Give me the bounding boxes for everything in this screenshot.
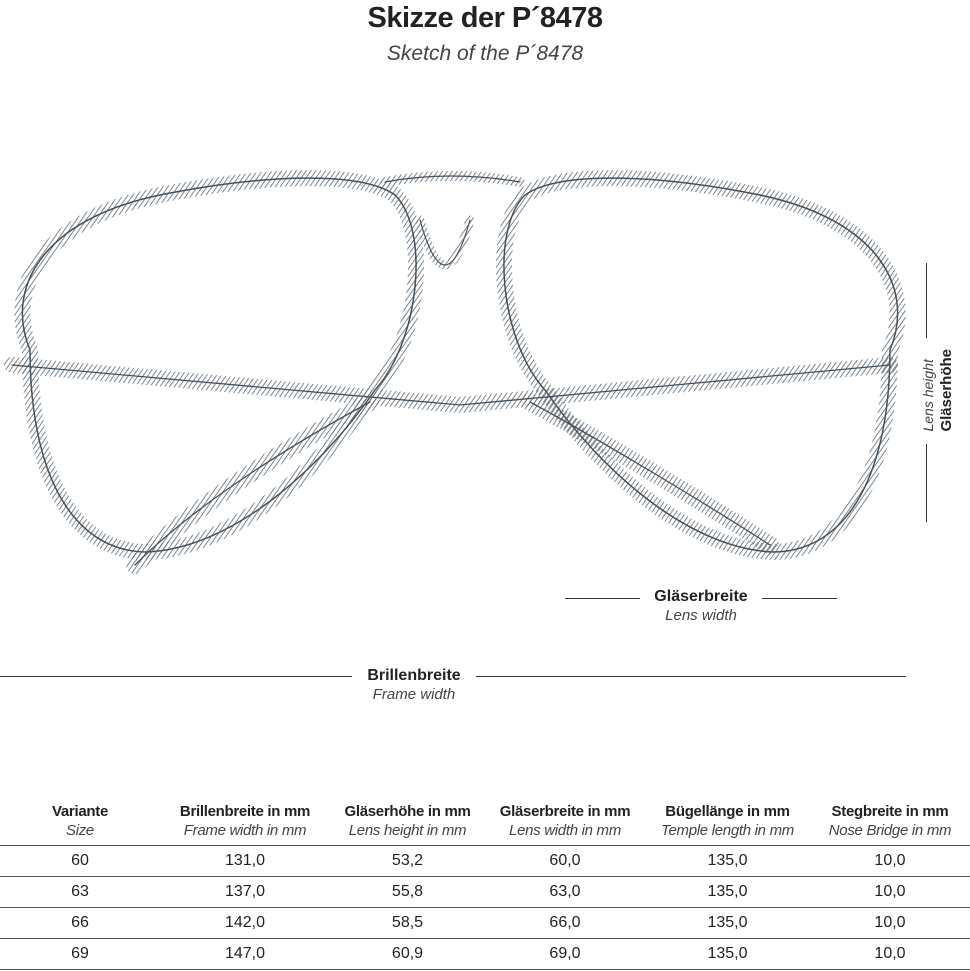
lens-height-en: Lens height — [919, 358, 936, 432]
page-title: Skizze der P´8478 — [367, 2, 603, 34]
cell-temple-length: 135,0 — [645, 908, 810, 939]
cell-frame-width: 147,0 — [160, 939, 330, 970]
lens-width-de: Gläserbreite — [654, 588, 748, 605]
cell-nose-bridge: 10,0 — [810, 939, 970, 970]
frame-width-line-left — [0, 676, 352, 677]
cell-lens-width: 63,0 — [485, 877, 645, 908]
col-header-lens-width: Gläserbreite in mm Lens width in mm — [485, 800, 645, 846]
cell-frame-width: 142,0 — [160, 908, 330, 939]
cell-nose-bridge: 10,0 — [810, 846, 970, 877]
lens-width-en: Lens width — [665, 607, 737, 624]
cell-lens-height: 53,2 — [330, 846, 485, 877]
frame-width-label — [352, 667, 476, 703]
cell-lens-width: 66,0 — [485, 908, 645, 939]
cell-size: 60 — [0, 846, 160, 877]
lens-width-line-right — [762, 598, 837, 599]
cell-lens-height: 58,5 — [330, 908, 485, 939]
table-row — [0, 939, 970, 970]
cell-lens-height: 60,9 — [330, 939, 485, 970]
lens-height-line-top — [926, 263, 927, 338]
glasses-sketch — [0, 140, 970, 590]
cell-lens-width: 69,0 — [485, 939, 645, 970]
col-header-size: Variante Size — [0, 800, 160, 846]
lens-width-label — [640, 588, 762, 624]
col-header-temple-length: Bügellänge in mm Temple length in mm — [645, 800, 810, 846]
temples — [12, 365, 890, 565]
cell-nose-bridge: 10,0 — [810, 908, 970, 939]
cell-size: 66 — [0, 908, 160, 939]
cell-size: 63 — [0, 877, 160, 908]
size-table — [0, 800, 970, 970]
cell-nose-bridge: 10,0 — [810, 877, 970, 908]
cell-temple-length: 135,0 — [645, 939, 810, 970]
lens-width-line-left — [565, 598, 640, 599]
cell-frame-width: 137,0 — [160, 877, 330, 908]
page-subtitle: Sketch of the P´8478 — [386, 42, 584, 65]
col-header-lens-height: Gläserhöhe in mm Lens height in mm — [330, 800, 485, 846]
frame-width-en: Frame width — [372, 686, 456, 703]
lens-height-label — [915, 340, 959, 440]
frame-width-de: Brillenbreite — [367, 667, 461, 684]
frame-width-line-right — [476, 676, 906, 677]
col-header-frame-width: Brillenbreite in mm Frame width in mm — [160, 800, 330, 846]
table-row — [0, 846, 970, 877]
cell-size: 69 — [0, 939, 160, 970]
cell-frame-width: 131,0 — [160, 846, 330, 877]
col-header-nose-bridge: Stegbreite in mm Nose Bridge in mm — [810, 800, 970, 846]
table-row — [0, 908, 970, 939]
cell-lens-height: 55,8 — [330, 877, 485, 908]
lens-height-de: Gläserhöhe — [937, 348, 955, 432]
table-row — [0, 877, 970, 908]
lens-height-line-bottom — [926, 444, 927, 522]
table-header-row — [0, 800, 970, 846]
cell-temple-length: 135,0 — [645, 877, 810, 908]
cell-temple-length: 135,0 — [645, 846, 810, 877]
cell-lens-width: 60,0 — [485, 846, 645, 877]
